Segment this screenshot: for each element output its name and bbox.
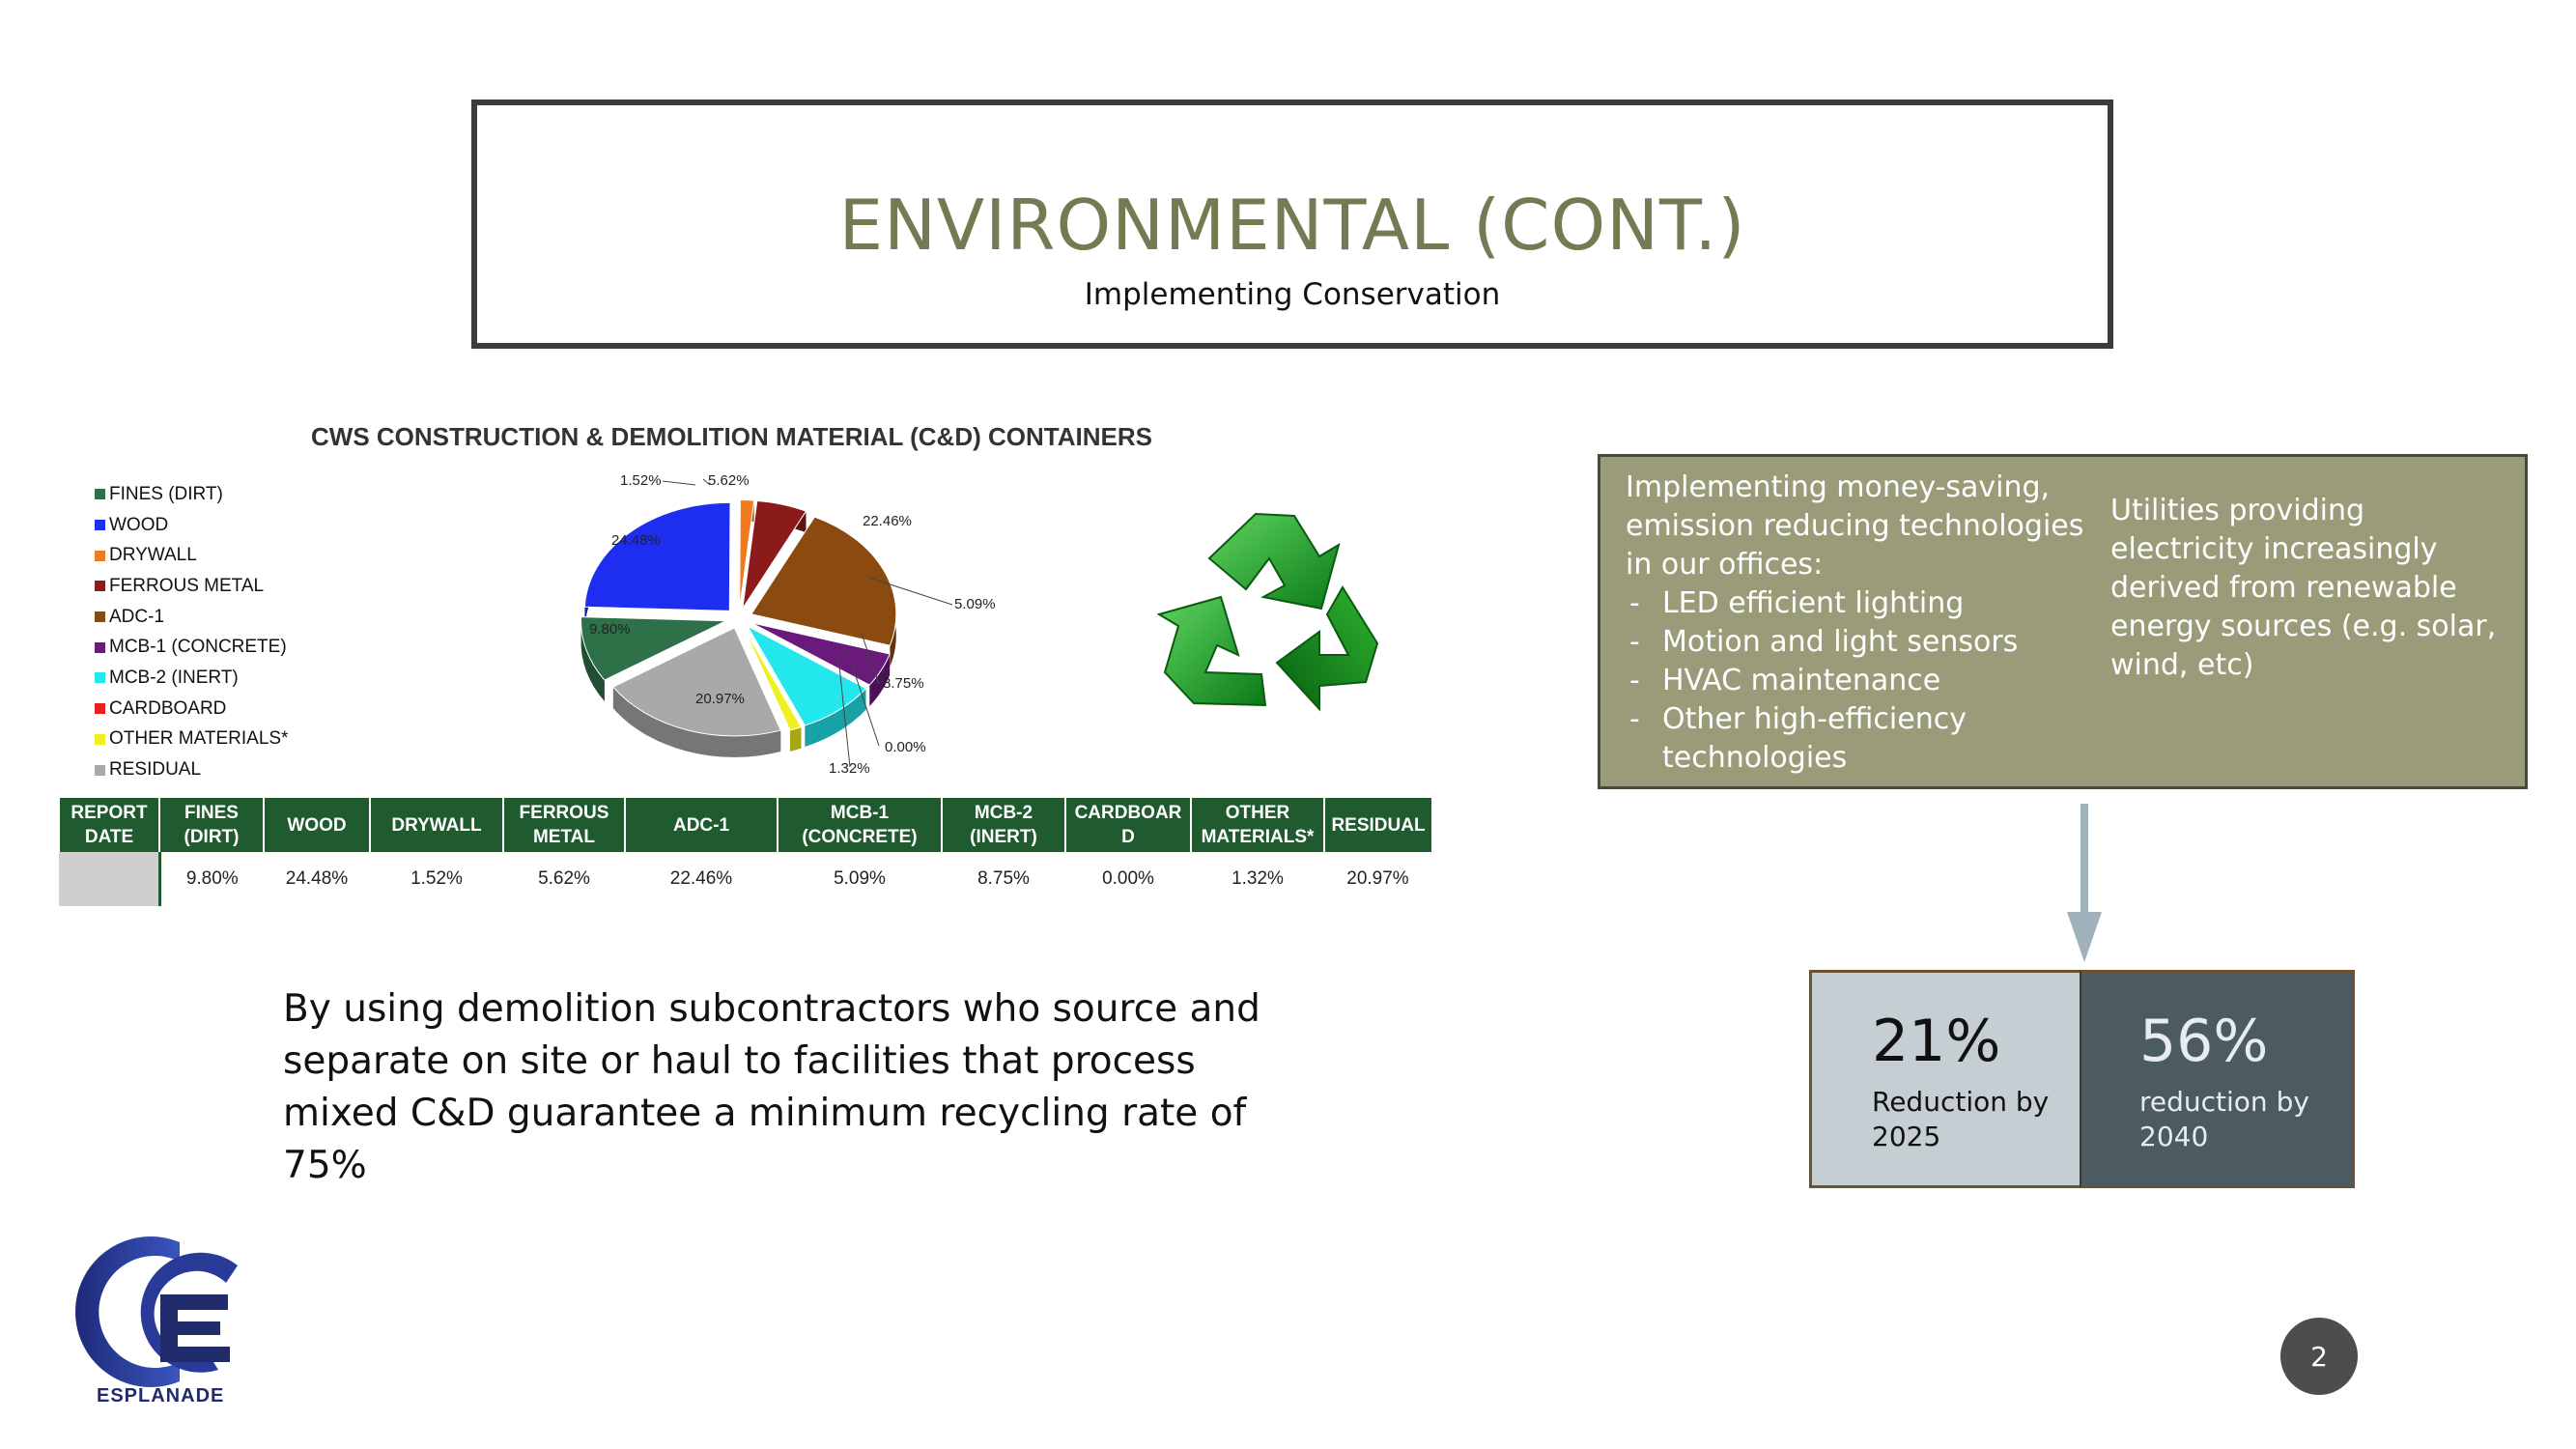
legend-label: ADC-1 <box>109 606 165 627</box>
pie-data-label: 5.62% <box>708 472 750 489</box>
legend-label: MCB-1 (CONCRETE) <box>109 637 287 658</box>
stat-caption: Reduction by 2025 <box>1872 1086 2050 1152</box>
logo-text: ESPLANADE <box>97 1385 225 1406</box>
table-header-cell <box>942 798 1065 852</box>
info-bullet: - Other high-efficiency technologies <box>1626 700 2099 778</box>
table-cell: 5.62% <box>538 868 590 889</box>
table-cell: 9.80% <box>185 868 239 889</box>
legend-item <box>95 694 288 724</box>
legend-item <box>95 510 288 541</box>
info-bullet: - HVAC maintenance <box>1626 662 2099 700</box>
table-cell: 20.97% <box>1346 868 1409 889</box>
table-header-cell <box>264 798 370 852</box>
legend-item <box>95 632 288 663</box>
table-row <box>59 852 1431 906</box>
legend-swatch <box>95 765 105 776</box>
legend-label: DRYWALL <box>109 545 197 566</box>
table-header-text: MCB-2 <box>974 803 1033 823</box>
chart-legend <box>95 479 288 785</box>
table-cell: 24.48% <box>285 868 349 889</box>
legend-swatch <box>95 734 105 745</box>
table-cell: 1.52% <box>410 868 463 889</box>
pie-data-label: 9.80% <box>589 621 631 638</box>
page-title: ENVIRONMENTAL (CONT.) <box>838 185 1746 266</box>
legend-item <box>95 540 288 571</box>
table-header-cell <box>59 798 159 852</box>
legend-item <box>95 571 288 602</box>
table-header-cell <box>370 798 503 852</box>
stat-value: 56% <box>2139 1008 2269 1075</box>
pie-data-label: 24.48% <box>611 532 661 549</box>
info-right-text: Utilities providing electricity increasingly derived from renewable energy sources (e.g. solar, wind, etc) <box>2110 494 2497 682</box>
pie-data-label: 5.09% <box>954 596 996 612</box>
table-header-text: OTHER <box>1225 803 1290 823</box>
legend-item <box>95 754 288 785</box>
table-header-cell <box>503 798 625 852</box>
page-subtitle: Implementing Conservation <box>1084 277 1501 312</box>
stat-box-2040 <box>2080 970 2355 1188</box>
pie-leader-line <box>663 481 695 485</box>
legend-label: WOOD <box>109 514 169 535</box>
legend-swatch <box>95 489 105 499</box>
table-header-cell <box>1065 798 1191 852</box>
legend-label: FINES (DIRT) <box>109 483 223 504</box>
stat-caption: reduction by 2040 <box>2139 1086 2309 1152</box>
legend-swatch <box>95 672 105 683</box>
pie-slice <box>584 502 730 611</box>
table-cell: 22.46% <box>669 868 733 889</box>
pie-chart <box>541 464 1043 792</box>
legend-item <box>95 724 288 755</box>
pie-data-label: 8.75% <box>883 675 924 692</box>
table-header-cell <box>778 798 942 852</box>
legend-swatch <box>95 703 105 714</box>
title-box <box>471 99 2113 349</box>
legend-item <box>95 602 288 633</box>
page-number: 2 <box>2280 1318 2358 1395</box>
info-left-column <box>1626 469 2099 778</box>
table-header-cell <box>1191 798 1324 852</box>
recycle-icon <box>1149 502 1391 724</box>
legend-item <box>95 479 288 510</box>
table-header-text: MATERIALS* <box>1201 827 1315 847</box>
table-header-text: FINES <box>184 803 239 823</box>
table-header-text: DATE <box>84 827 134 847</box>
legend-swatch <box>95 642 105 653</box>
table-cell: 1.32% <box>1231 868 1284 889</box>
body-text: By using demolition subcontractors who source and separate on site or haul to facilities that process mixed C&D guarantee a minimum recycling rate of 75% <box>283 987 1260 1187</box>
table-cell <box>59 852 159 906</box>
legend-label: MCB-2 (INERT) <box>109 667 239 688</box>
info-bullet: - Motion and light sensors <box>1626 623 2099 662</box>
table-header-text: REPORT <box>71 803 148 823</box>
pie-data-label: 0.00% <box>885 739 926 755</box>
table-header-text: (CONCRETE) <box>802 827 918 847</box>
esplanade-logo <box>64 1236 257 1391</box>
table-header-cell <box>159 798 264 852</box>
table-header-text: ADC-1 <box>672 814 730 836</box>
table-header-text: FERROUS <box>519 803 609 823</box>
stat-value: 21% <box>1872 1008 2001 1075</box>
arrow-down-icon <box>2061 804 2109 968</box>
info-bullet: - LED efficient lighting <box>1626 584 2099 623</box>
info-box <box>1598 454 2528 789</box>
table-header-text: (INERT) <box>970 827 1037 847</box>
table-header-text: (DIRT) <box>184 827 240 847</box>
pie-slice-side <box>790 727 802 752</box>
pie-data-label: 22.46% <box>863 513 912 529</box>
table-cell: 0.00% <box>1102 868 1154 889</box>
legend-swatch <box>95 551 105 561</box>
cd-table <box>58 798 1431 906</box>
legend-swatch <box>95 581 105 591</box>
table-header-row <box>59 798 1431 852</box>
info-intro: Implementing money-saving, emission reducing technologies in our offices: <box>1626 470 2084 582</box>
pie-data-label: 1.52% <box>620 472 662 489</box>
legend-label: FERROUS METAL <box>109 575 265 596</box>
chart-title: CWS CONSTRUCTION & DEMOLITION MATERIAL (C&D) CONTAINERS <box>311 422 1152 451</box>
table-cell: 8.75% <box>977 868 1030 889</box>
stat-box-2025 <box>1809 970 2080 1188</box>
legend-swatch <box>95 611 105 622</box>
table-header-text: METAL <box>532 827 596 847</box>
legend-label: RESIDUAL <box>109 759 202 781</box>
table-header-cell <box>625 798 778 852</box>
table-header-text: DRYWALL <box>391 814 482 836</box>
table-header-text: RESIDUAL <box>1331 814 1426 836</box>
legend-swatch <box>95 520 105 530</box>
legend-item <box>95 663 288 694</box>
legend-label: OTHER MATERIALS* <box>109 728 289 750</box>
table-header-text: MCB-1 <box>830 803 890 823</box>
pie-data-label: 20.97% <box>695 691 745 707</box>
pie-data-label: 1.32% <box>829 760 870 777</box>
table-header-text: CARDBOAR <box>1074 803 1182 823</box>
table-header-cell <box>1324 798 1431 852</box>
legend-label: CARDBOARD <box>109 697 227 719</box>
table-header-text: D <box>1121 827 1135 847</box>
table-header-text: WOOD <box>287 814 347 836</box>
table-cell: 5.09% <box>834 868 886 889</box>
